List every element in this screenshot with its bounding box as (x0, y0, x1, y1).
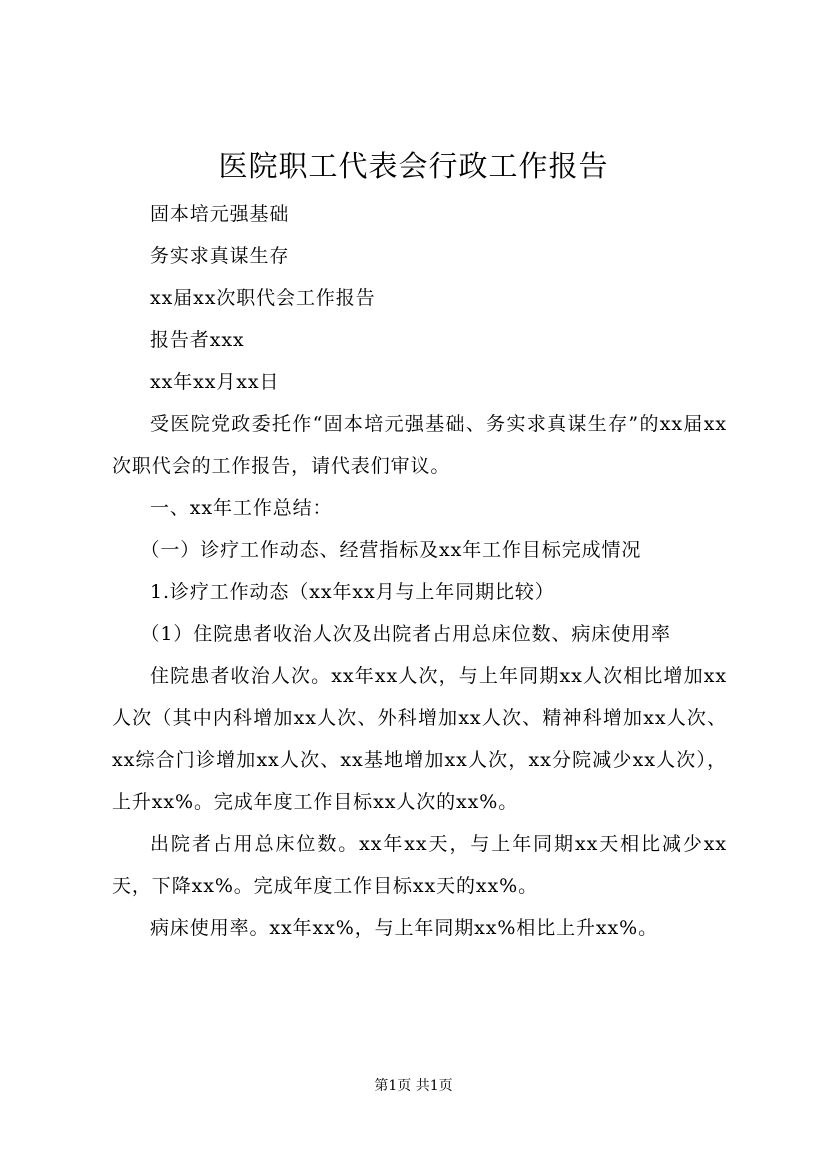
sub-item-heading-1: （1）住院患者收治人次及出院者占用总床位数、病床使用率 (140, 623, 671, 645)
paragraph-bed-days: 出院者占用总床位数。xx年xx天，与上年同期xx天相比减少xx天，下降xx%。完成年度工作目标xx天的xx%。 (112, 833, 727, 897)
paragraph-bed-usage: 病床使用率。xx年xx%，与上年同期xx%相比上升xx%。 (150, 917, 658, 939)
paragraph-motto-1: 固本培元强基础 (150, 203, 290, 225)
item-heading-1: 1.诊疗工作动态（xx年xx月与上年同期比较） (150, 581, 555, 603)
document-body (112, 193, 727, 949)
paragraph-motto-2: 务实求真谋生存 (150, 245, 290, 267)
document-title: 医院职工代表会行政工作报告 (218, 149, 609, 183)
paragraph-admissions: 住院患者收治人次。xx年xx人次，与上年同期xx人次相比增加xx人次（其中内科增加xx人次、外科增加xx人次、精神科增加xx人次、xx综合门诊增加xx人次、xx基地增加xx人次，xx分院减少xx人次），上升xx%。完成年度工作目标xx人次的xx%。 (112, 665, 727, 813)
paragraph-date: xx年xx月xx日 (150, 371, 280, 393)
subsection-heading-1: （一）诊疗工作动态、经营指标及xx年工作目标完成情况 (140, 539, 642, 561)
paragraph-intro: 受医院党政委托作“固本培元强基础、务实求真谋生存”的xx届xx次职代会的工作报告，请代表们审议。 (112, 413, 727, 477)
paragraph-report-name: xx届xx次职代会工作报告 (150, 287, 376, 309)
section-heading-1: 一、xx年工作总结： (150, 497, 333, 519)
page-footer: 第1页 共1页 (374, 1078, 453, 1094)
paragraph-reporter: 报告者xxx (150, 329, 245, 351)
